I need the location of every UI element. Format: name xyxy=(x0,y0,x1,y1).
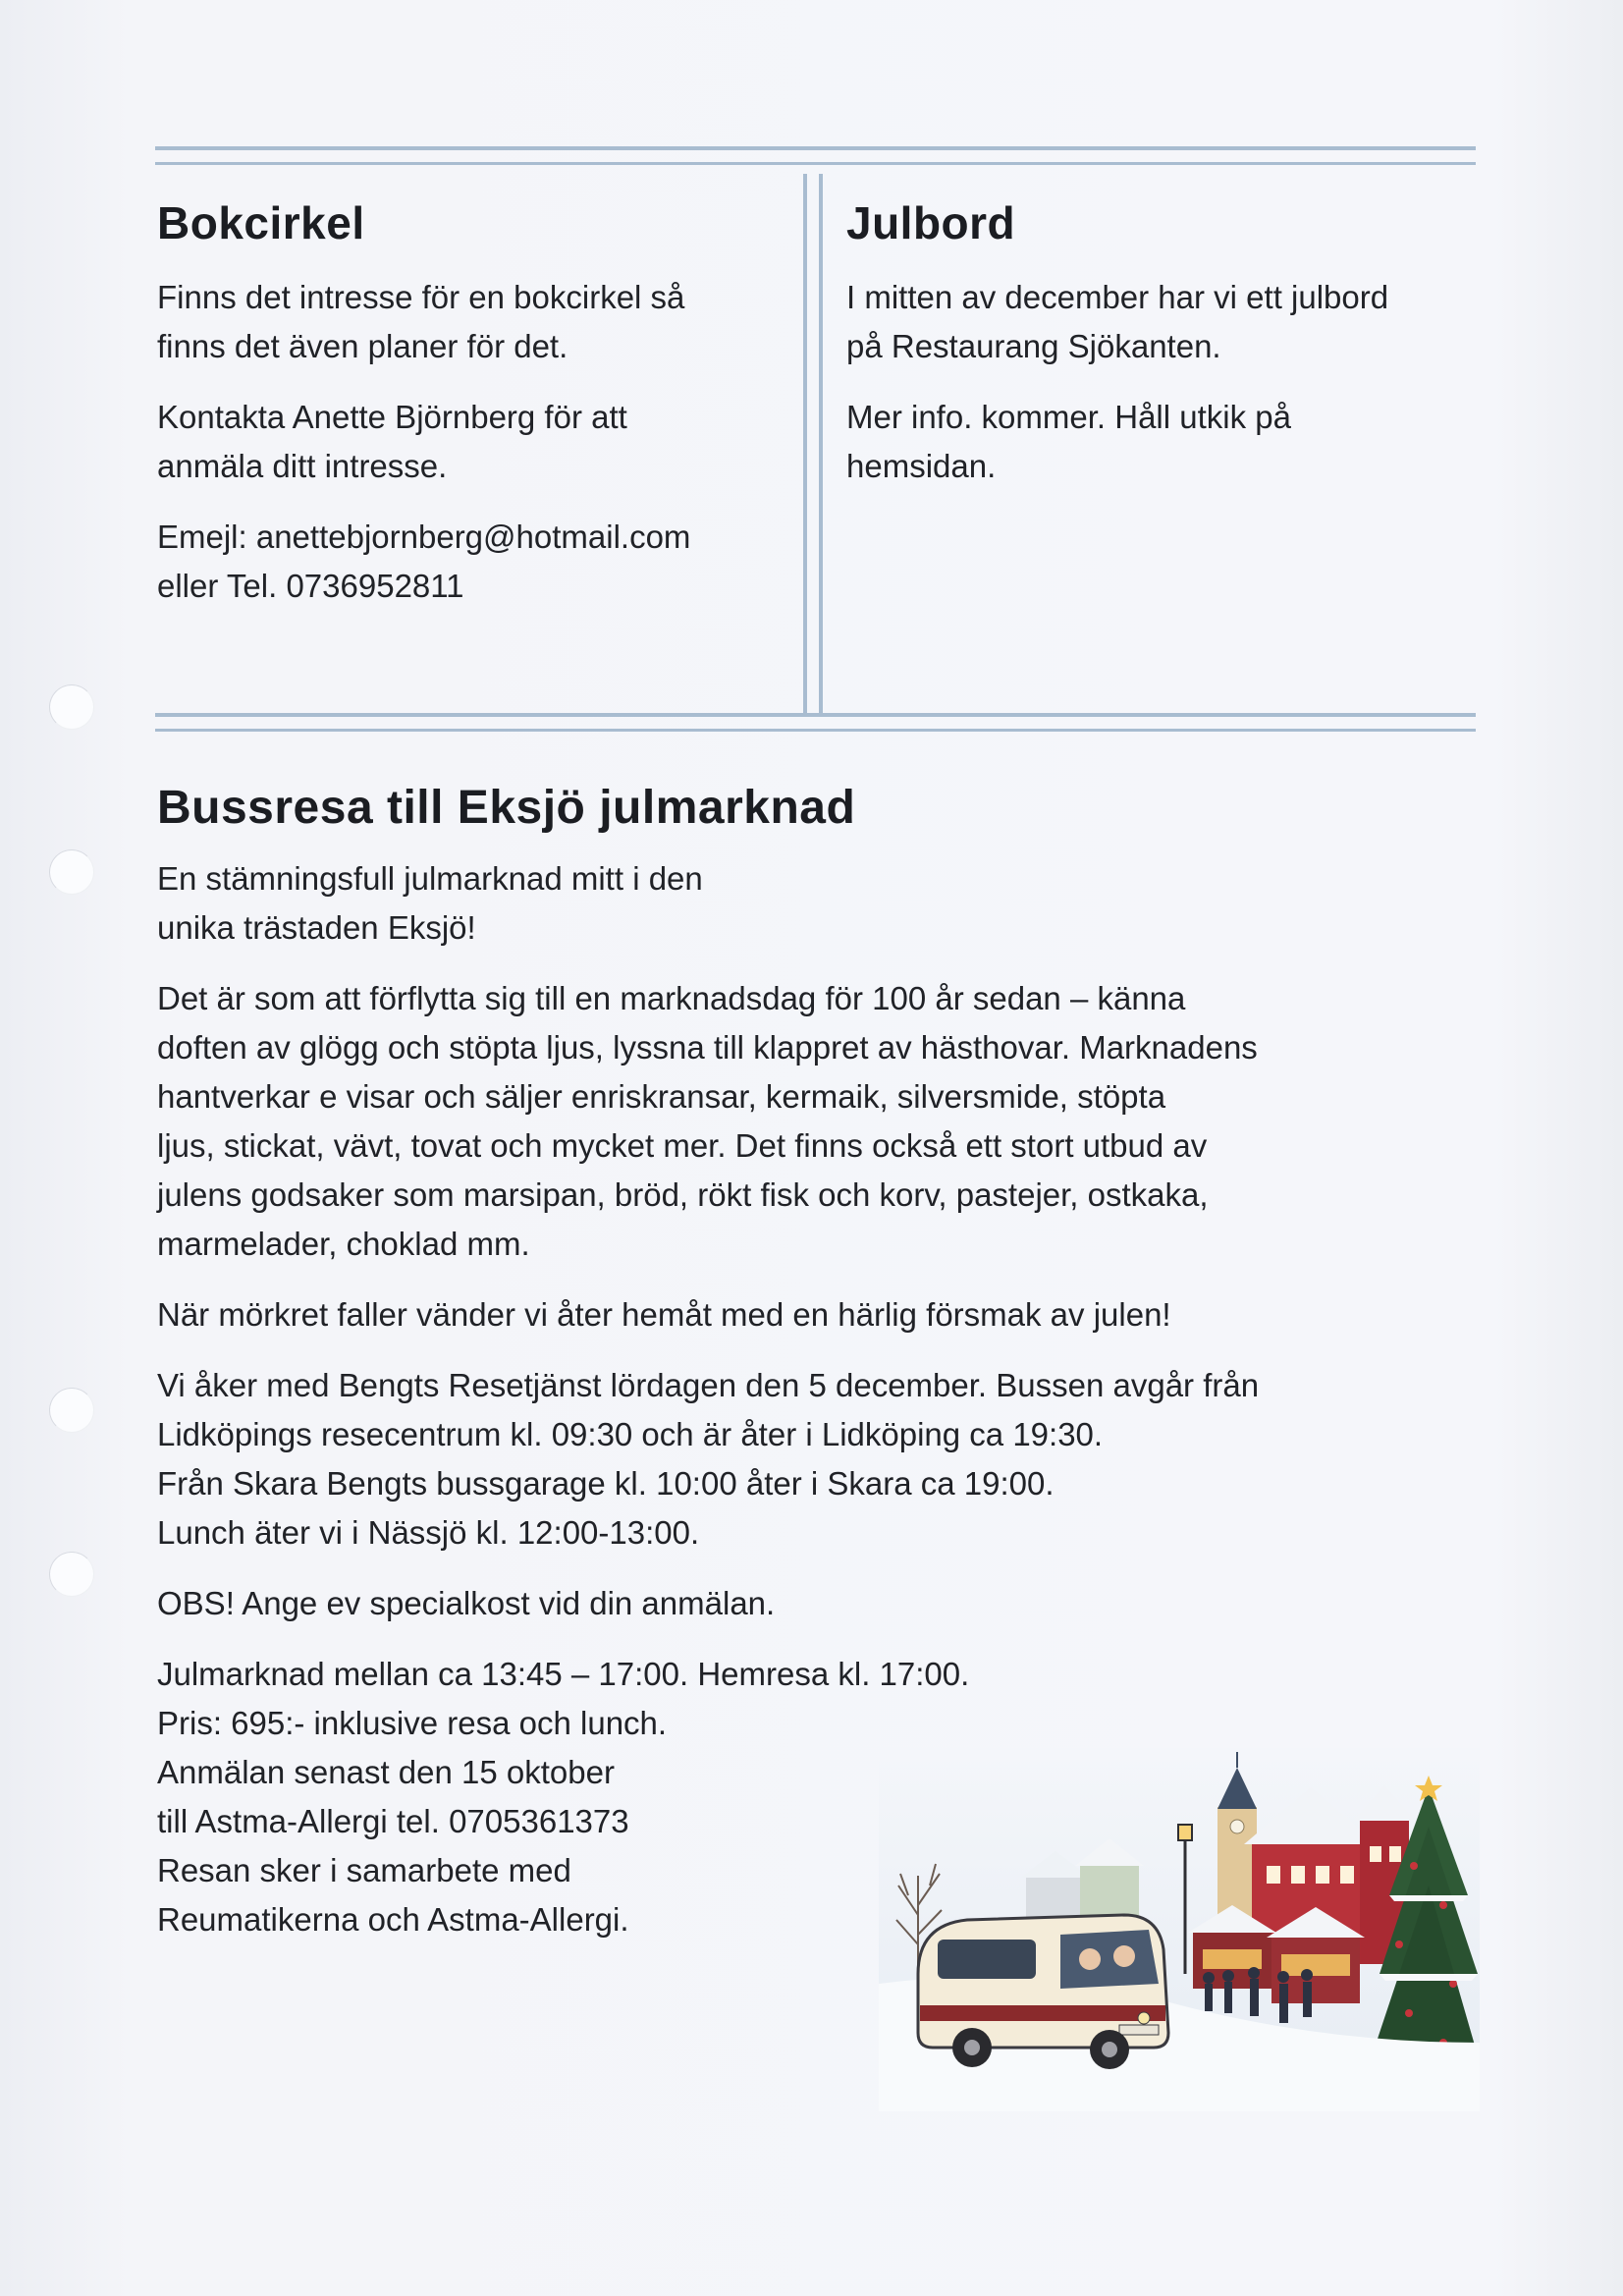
text-line: Julmarknad mellan ca 13:45 – 17:00. Hemresa kl. 17:00. xyxy=(157,1656,970,1692)
julbord-title: Julbord xyxy=(846,197,1016,248)
text-line: Anmälan senast den 15 oktober xyxy=(157,1754,615,1790)
email-line: Emejl: anettebjornberg@hotmail.com xyxy=(157,519,691,555)
text-line: marmelader, choklad mm. xyxy=(157,1226,530,1262)
text-line: unika trästaden Eksjö! xyxy=(157,909,476,946)
text-line: Kontakta Anette Björnberg för att xyxy=(157,399,627,435)
julbord-paragraph xyxy=(846,393,1485,491)
punch-hole xyxy=(49,1388,94,1433)
bokcirkel-title: Bokcirkel xyxy=(157,197,365,248)
bussresa-title: Bussresa till Eksjö julmarknad xyxy=(157,782,856,834)
text-line: Mer info. kommer. Håll utkik på xyxy=(846,399,1291,435)
text-line: doften av glögg och stöpta ljus, lyssna till klappret av hästhovar. Marknadens xyxy=(157,1029,1258,1066)
text-line: Pris: 695:- inklusive resa och lunch. xyxy=(157,1705,668,1741)
punch-hole xyxy=(49,1552,94,1597)
text-line: Vi åker med Bengts Resetjänst lördagen den 5 december. Bussen avgår från xyxy=(157,1367,1260,1403)
bussresa-schedule xyxy=(157,1361,1473,1558)
text-line: I mitten av december har vi ett julbord xyxy=(846,279,1389,315)
bokcirkel-section xyxy=(157,196,795,632)
bussresa-dusk xyxy=(157,1290,1473,1339)
text-line: på Restaurang Sjökanten. xyxy=(846,328,1221,364)
section-rule xyxy=(155,713,1476,717)
column-divider xyxy=(803,174,807,716)
text-line: Lunch äter vi i Nässjö kl. 12:00-13:00. xyxy=(157,1514,700,1551)
text-line: Finns det intresse för en bokcirkel så xyxy=(157,279,685,315)
text-line: julens godsaker som marsipan, bröd, rökt fisk och korv, pastejer, ostkaka, xyxy=(157,1176,1209,1213)
text-line: Från Skara Bengts bussgarage kl. 10:00 åter i Skara ca 19:00. xyxy=(157,1465,1055,1502)
bokcirkel-paragraph xyxy=(157,393,795,491)
text-line: När mörkret faller vänder vi åter hemåt med en härlig försmak av julen! xyxy=(157,1296,1171,1333)
column-divider xyxy=(819,174,823,716)
text-line: En stämningsfull julmarknad mitt i den xyxy=(157,860,703,897)
text-line: hemsidan. xyxy=(846,448,997,484)
christmas-market-bus-illustration xyxy=(879,1748,1480,2111)
julbord-paragraph xyxy=(846,273,1485,371)
phone-line: eller Tel. 0736952811 xyxy=(157,568,464,604)
section-rule xyxy=(155,729,1476,732)
punch-hole xyxy=(49,849,94,895)
bussresa-intro xyxy=(157,854,1473,953)
text-line: finns det även planer för det. xyxy=(157,328,568,364)
text-line: ljus, stickat, vävt, tovat och mycket mer. Det finns också ett stort utbud av xyxy=(157,1127,1208,1164)
punch-hole xyxy=(49,684,94,730)
text-line: anmäla ditt intresse. xyxy=(157,448,448,484)
text-line: till Astma-Allergi tel. 0705361373 xyxy=(157,1803,629,1839)
text-line: Det är som att förflytta sig till en marknadsdag för 100 år sedan – känna xyxy=(157,980,1186,1016)
bus-icon xyxy=(918,1915,1168,2069)
top-rule xyxy=(155,162,1476,165)
text-line: Lidköpings resecentrum kl. 09:30 och är åter i Lidköping ca 19:30. xyxy=(157,1416,1104,1452)
text-line: hantverkar e visar och säljer enriskransar, kermaik, silversmide, stöpta xyxy=(157,1078,1166,1115)
bokcirkel-paragraph xyxy=(157,273,795,371)
julbord-section xyxy=(846,196,1485,513)
text-line: Reumatikerna och Astma-Allergi. xyxy=(157,1901,629,1938)
bokcirkel-contact xyxy=(157,513,795,611)
text-line: OBS! Ange ev specialkost vid din anmälan. xyxy=(157,1585,776,1621)
top-rule xyxy=(155,146,1476,150)
text-line: Resan sker i samarbete med xyxy=(157,1852,571,1888)
bussresa-description xyxy=(157,974,1473,1269)
bussresa-obs xyxy=(157,1579,1473,1628)
